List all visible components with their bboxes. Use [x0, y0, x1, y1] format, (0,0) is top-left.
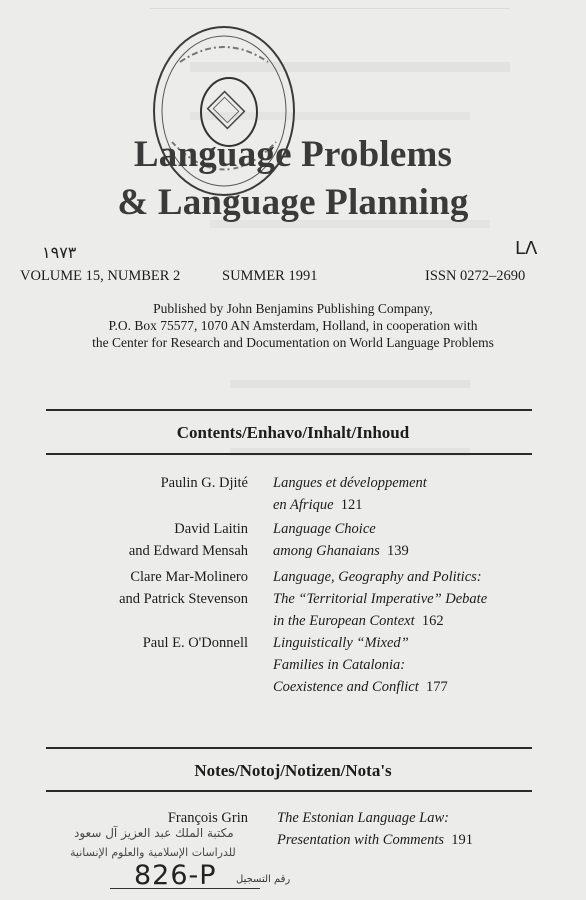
volume-number: VOLUME 15, NUMBER 2: [20, 268, 181, 284]
notes-heading: Notes/Notoj/Notizen/Nota's: [194, 761, 392, 780]
article-author: David Laitin and Edward Mensah: [128, 521, 248, 559]
journal-title-line-2: & Language Planning: [117, 182, 469, 223]
notes-rule-top: [46, 747, 532, 749]
note-page-number: 191: [451, 832, 474, 848]
article-page-number: 139: [387, 543, 409, 559]
handwritten-mark-right: LΛ: [515, 238, 538, 259]
stamp-library-line-2: للدراسات الإسلامية والعلوم الإنسانية: [70, 846, 236, 859]
contents-heading: Contents/Enhavo/Inhalt/Inhoud: [176, 423, 410, 442]
issn: ISSN 0272–2690: [425, 268, 526, 284]
handwritten-number-left: ١٩٧٣: [42, 243, 77, 262]
article-author: Paul E. O'Donnell: [142, 635, 248, 651]
article-title: Language, Geography and Politics: The “Territorial Imperative” Debate in the European Context 162: [273, 569, 488, 629]
article-author: Paulin G. Djité: [160, 475, 248, 491]
contents-rule-bottom: [46, 453, 532, 455]
notes-rule-bottom: [46, 790, 532, 792]
publisher-line-2: P.O. Box 75577, 1070 AN Amsterdam, Holland, in cooperation with: [108, 318, 478, 333]
stamp-register-label: رقم التسجيل: [236, 874, 291, 885]
issue-season: SUMMER 1991: [222, 268, 318, 284]
handwritten-register-number: 826-P: [134, 860, 217, 891]
publisher-line-3: the Center for Research and Documentation on World Language Problems: [92, 335, 494, 350]
article-author: Clare Mar-Molinero and Patrick Stevenson: [119, 569, 248, 607]
note-author: François Grin: [167, 810, 248, 826]
article-page-number: 177: [426, 679, 448, 695]
article-title: Langues et développement en Afrique 121: [273, 475, 427, 513]
library-registration-stamp: [70, 826, 330, 900]
note-title: The Estonian Language Law: Presentation with Comments 191: [277, 810, 474, 848]
publisher-line-1: Published by John Benjamins Publishing Company,: [153, 301, 433, 316]
stamp-library-line-1: مكتبة الملك عبد العزيز آل سعود: [74, 826, 234, 840]
article-page-number: 162: [421, 613, 444, 629]
article-title: Language Choice among Ghanaians 139: [273, 521, 409, 559]
contents-rule-top: [46, 409, 532, 411]
article-page-number: 121: [340, 497, 363, 513]
journal-title-line-1: Language Problems: [133, 134, 453, 175]
article-title: Linguistically “Mixed” Families in Catalonia: Coexistence and Conflict 177: [273, 635, 448, 695]
